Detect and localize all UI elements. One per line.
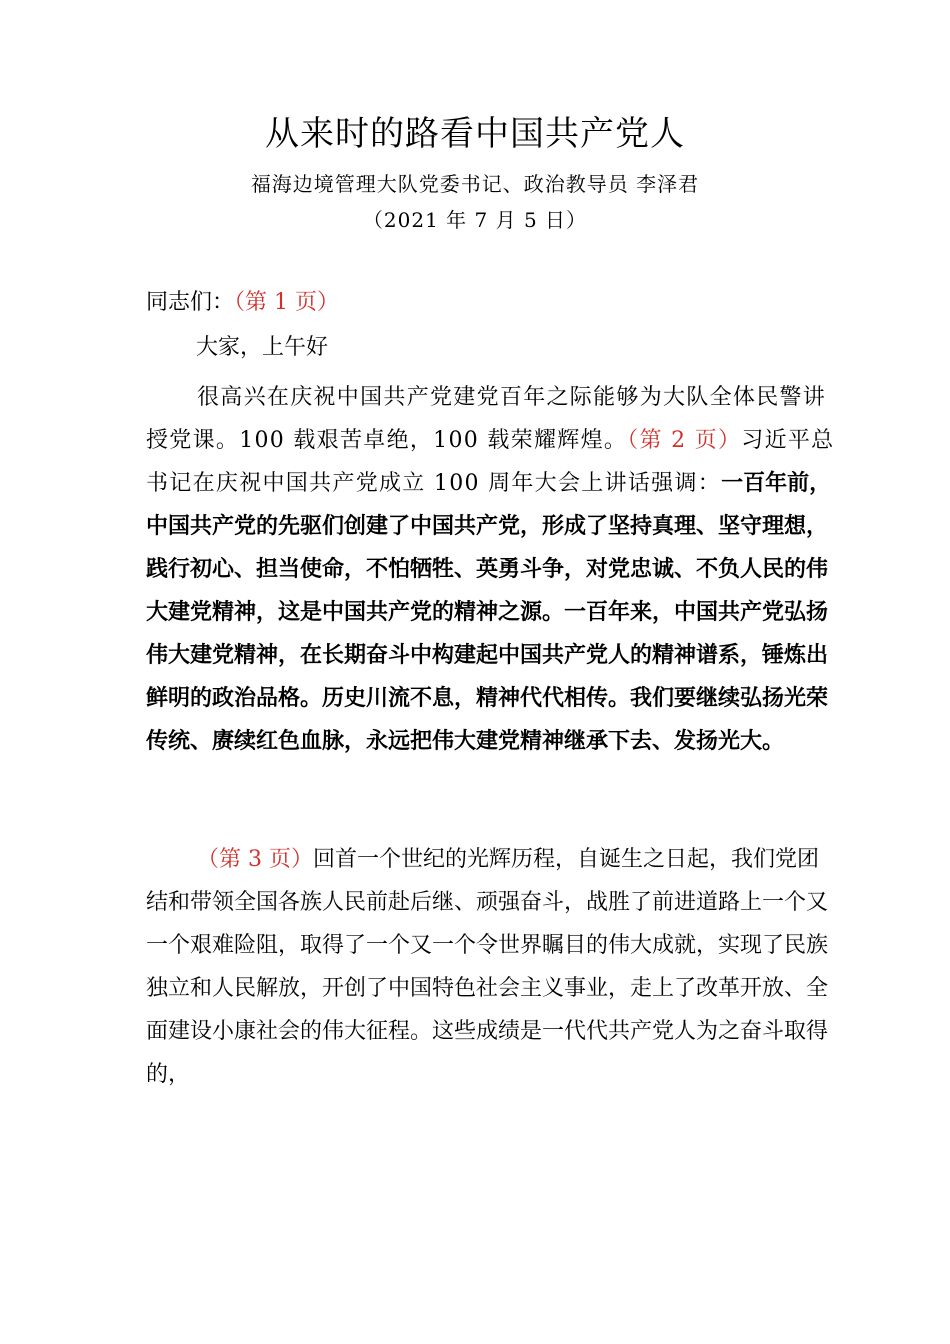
paragraph-1-intro: 很高兴在庆祝中国共产党建党百年之际能够为大队全体民警讲授党课。100 载艰苦卓绝，100 载荣耀辉煌。 (146, 385, 827, 453)
page-marker-2: （第 2 页） (627, 428, 742, 453)
page-marker-1: （第 1 页） (234, 290, 339, 315)
hello-line: 大家，上午好 (196, 335, 329, 360)
paragraph-2-first: 回首一个世纪的光辉历程，自诞生之日起， (312, 847, 731, 872)
author-line: 福海边境管理大队党委书记、政治教导员 李泽君 (250, 172, 700, 196)
greeting-line (146, 288, 836, 318)
paragraph-1-lead: 习近平总书记在庆祝中国共产党成立 100 周年大会上讲话强调： (146, 428, 835, 496)
paragraph-2-rest: 我们党团结和带领全国各族人民前赴后继、顽强奋斗，战胜了前进道路上一个又一个艰难险阻，取得了一个又一个令世界瞩目的伟大成就，实现了民族独立和人民解放，开创了中国特色社会主义事业，走上了改革开放、全面建设小康社会的伟大征程。这些成绩是一代代共产党人为之奋斗取得的， (146, 847, 829, 1087)
page-marker-3: （第 3 页） (197, 847, 313, 872)
paragraph-2 (146, 838, 836, 1096)
greeting-text: 同志们： (146, 290, 235, 315)
date-line: （2021 年 7 月 5 日） (362, 208, 588, 232)
paragraph-1-quote: 一百年前，中国共产党的先驱们创建了中国共产党，形成了坚持真理、坚守理想，践行初心、担当使命，不怕牺牲、英勇斗争，对党忠诚、不负人民的伟大建党精神，这是中国共产党的精神之源。一百年来，中国共产党弘扬伟大建党精神，在长期奋斗中构建起中国共产党人的精神谱系，锤炼出鲜明的政治品格。历史川流不息，精神代代相传。我们要继续弘扬光荣传统、赓续红色血脉，永远把伟大建党精神继承下去、发扬光大。 (146, 471, 832, 754)
paragraph-1 (146, 376, 836, 763)
document-title: 从来时的路看中国共产党人 (265, 114, 685, 154)
